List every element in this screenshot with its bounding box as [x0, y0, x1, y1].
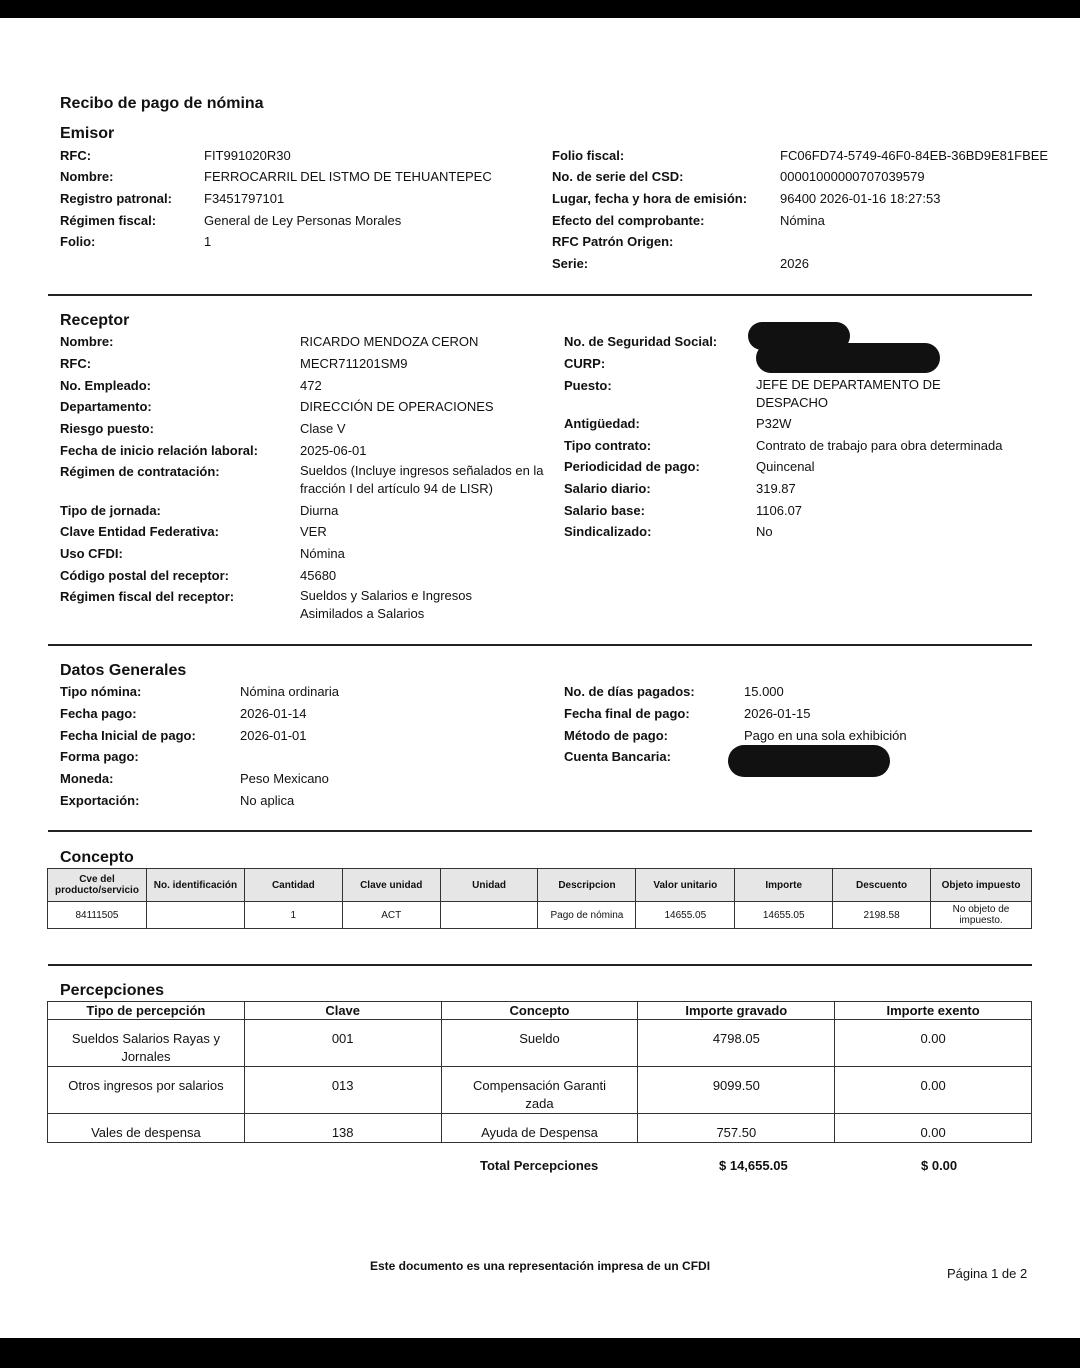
receptor-salario-base-label: Salario base:	[564, 503, 645, 518]
receptor-fecha-inicio-label: Fecha de inicio relación laboral:	[60, 443, 258, 458]
emisor-rfc-label: RFC:	[60, 148, 92, 163]
datos-cuenta-bancaria-label: Cuenta Bancaria:	[564, 749, 671, 764]
datos-tipo-nomina-label: Tipo nómina:	[60, 684, 142, 699]
percepcion-cell: Ayuda de Despensa	[441, 1114, 638, 1143]
percepcion-cell: 4798.05	[638, 1020, 835, 1067]
datos-fecha-inicial-value: 2026-01-01	[240, 728, 307, 743]
emisor-section-title: Emisor	[60, 125, 115, 142]
concepto-cell: Pago de nómina	[538, 902, 636, 929]
percepcion-cell: Sueldos Salarios Rayas y Jornales	[48, 1020, 245, 1067]
receptor-entidad-label: Clave Entidad Federativa:	[60, 524, 219, 539]
receptor-empleado-label: No. Empleado:	[60, 378, 152, 393]
receptor-nss-label: No. de Seguridad Social:	[564, 334, 718, 349]
receptor-departamento-value: DIRECCIÓN DE OPERACIONES	[300, 399, 494, 414]
receptor-uso-cfdi-value: Nómina	[300, 546, 345, 561]
percepcion-cell: Compensación Garanti zada	[441, 1067, 638, 1114]
percepciones-table	[47, 1001, 1032, 1143]
datos-section-title: Datos Generales	[60, 662, 187, 679]
redaction-mark	[756, 343, 940, 373]
percepcion-cell: 0.00	[835, 1067, 1032, 1114]
receptor-salario-diario-label: Salario diario:	[564, 481, 651, 496]
concepto-col-cantidad: Cantidad	[244, 869, 342, 902]
concepto-cell: 2198.58	[833, 902, 931, 929]
concepto-col-no-identificacion: No. identificación	[146, 869, 244, 902]
concepto-cell	[146, 902, 244, 929]
emisor-folio-label: Folio:	[60, 234, 96, 249]
receptor-regimen-fiscal-value: Sueldos y Salarios e Ingresos Asimilados a Salarios	[300, 588, 472, 621]
percepciones-col-gravado: Importe gravado	[638, 1002, 835, 1020]
datos-forma-pago-label: Forma pago:	[60, 749, 139, 764]
emisor-rfc-value: FIT991020R30	[204, 148, 291, 163]
receptor-section-title: Receptor	[60, 312, 130, 329]
divider	[48, 644, 1032, 646]
emisor-lugar-value: 96400 2026-01-16 18:27:53	[780, 191, 941, 206]
receptor-curp-label: CURP:	[564, 356, 606, 371]
receptor-nombre-value: RICARDO MENDOZA CERON	[300, 334, 479, 349]
emisor-csd-value: 00001000000707039579	[780, 169, 925, 184]
concepto-section-title: Concepto	[60, 849, 134, 866]
percepcion-cell: 0.00	[835, 1114, 1032, 1143]
receptor-salario-base-value: 1106.07	[756, 503, 803, 518]
receptor-entidad-value: VER	[300, 524, 327, 539]
total-percepciones-label: Total Percepciones	[480, 1158, 599, 1173]
divider	[48, 830, 1032, 832]
receptor-tipo-contrato-value: Contrato de trabajo para obra determinada	[756, 438, 1003, 453]
concepto-cell: ACT	[342, 902, 440, 929]
receptor-periodicidad-label: Periodicidad de pago:	[564, 459, 700, 474]
receptor-regimen-contratacion-value: Sueldos (Incluye ingresos señalados en la fracción I del artículo 94 de LISR)	[300, 463, 544, 496]
emisor-rfc-patron-label: RFC Patrón Origen:	[552, 234, 674, 249]
concepto-table	[47, 868, 1032, 929]
datos-fecha-inicial-label: Fecha Inicial de pago:	[60, 728, 196, 743]
concepto-cell: 1	[244, 902, 342, 929]
emisor-lugar-label: Lugar, fecha y hora de emisión:	[552, 191, 748, 206]
concepto-cell: 14655.05	[636, 902, 735, 929]
total-exento-value: $ 0.00	[921, 1158, 958, 1173]
concepto-header-row	[48, 869, 1032, 902]
emisor-regimen-label: Régimen fiscal:	[60, 213, 157, 228]
receptor-jornada-label: Tipo de jornada:	[60, 503, 161, 518]
receptor-rfc-label: RFC:	[60, 356, 92, 371]
receptor-regimen-contratacion-label: Régimen de contratación:	[60, 464, 220, 479]
percepcion-cell: 001	[244, 1020, 441, 1067]
percepciones-col-exento: Importe exento	[835, 1002, 1032, 1020]
emisor-regimen-value: General de Ley Personas Morales	[204, 213, 402, 228]
datos-metodo-pago-label: Método de pago:	[564, 728, 668, 743]
percepcion-cell: Vales de despensa	[48, 1114, 245, 1143]
divider	[48, 294, 1032, 296]
concepto-col-clave-unidad: Clave unidad	[342, 869, 440, 902]
receptor-sindicalizado-label: Sindicalizado:	[564, 524, 652, 539]
datos-fecha-final-label: Fecha final de pago:	[564, 706, 690, 721]
table-row	[48, 1067, 1032, 1114]
emisor-registro-label: Registro patronal:	[60, 191, 172, 206]
concepto-cell: 14655.05	[735, 902, 833, 929]
emisor-serie-label: Serie:	[552, 256, 589, 271]
percepciones-col-concepto: Concepto	[441, 1002, 638, 1020]
percepciones-header-row	[48, 1002, 1032, 1020]
datos-exportacion-value: No aplica	[240, 793, 295, 808]
emisor-folio-fiscal-label: Folio fiscal:	[552, 148, 625, 163]
emisor-efecto-value: Nómina	[780, 213, 825, 228]
receptor-empleado-value: 472	[300, 378, 322, 393]
datos-dias-pagados-value: 15.000	[744, 684, 784, 699]
emisor-csd-label: No. de serie del CSD:	[552, 169, 684, 184]
receptor-puesto-value: JEFE DE DEPARTAMENTO DE DESPACHO	[756, 377, 941, 410]
receptor-puesto-label: Puesto:	[564, 378, 612, 393]
datos-fecha-pago-value: 2026-01-14	[240, 706, 307, 721]
receptor-cp-value: 45680	[300, 568, 337, 583]
concepto-col-unidad: Unidad	[440, 869, 538, 902]
datos-moneda-value: Peso Mexicano	[240, 771, 329, 786]
percepcion-cell: 013	[244, 1067, 441, 1114]
concepto-cell: No objeto de impuesto.	[931, 902, 1032, 929]
receptor-fecha-inicio-value: 2025-06-01	[300, 443, 367, 458]
emisor-registro-value: F3451797101	[204, 191, 285, 206]
percepcion-cell: 138	[244, 1114, 441, 1143]
document-title: Recibo de pago de nómina	[60, 95, 264, 112]
receptor-departamento-label: Departamento:	[60, 399, 152, 414]
concepto-col-descripcion: Descripcion	[538, 869, 636, 902]
receptor-riesgo-value: Clase V	[300, 421, 346, 436]
emisor-nombre-value: FERROCARRIL DEL ISTMO DE TEHUANTEPEC	[204, 169, 492, 184]
receptor-salario-diario-value: 319.87	[756, 481, 796, 496]
receptor-antiguedad-label: Antigüedad:	[564, 416, 640, 431]
emisor-efecto-label: Efecto del comprobante:	[552, 213, 705, 228]
concepto-col-importe: Importe	[735, 869, 833, 902]
receptor-antiguedad-value: P32W	[756, 416, 792, 431]
emisor-nombre-label: Nombre:	[60, 169, 114, 184]
bottom-border	[0, 1338, 1080, 1368]
emisor-folio-fiscal-value: FC06FD74-5749-46F0-84EB-36BD9E81FBEE	[780, 148, 1049, 163]
percepciones-col-tipo: Tipo de percepción	[48, 1002, 245, 1020]
table-row	[48, 1020, 1032, 1067]
receptor-jornada-value: Diurna	[300, 503, 339, 518]
percepcion-cell: 9099.50	[638, 1067, 835, 1114]
datos-metodo-pago-value: Pago en una sola exhibición	[744, 728, 907, 743]
receptor-riesgo-label: Riesgo puesto:	[60, 421, 154, 436]
redaction-mark	[728, 745, 890, 777]
cfdi-footer-note: Este documento es una representación impresa de un CFDI	[369, 1259, 711, 1273]
concepto-col-valor-unitario: Valor unitario	[636, 869, 735, 902]
total-gravado-value: $ 14,655.05	[719, 1158, 788, 1173]
receptor-periodicidad-value: Quincenal	[756, 459, 815, 474]
concepto-col-objeto-impuesto: Objeto impuesto	[931, 869, 1032, 902]
percepcion-cell: Otros ingresos por salarios	[48, 1067, 245, 1114]
receptor-rfc-value: MECR711201SM9	[300, 356, 408, 371]
table-row	[48, 1114, 1032, 1143]
receptor-cp-label: Código postal del receptor:	[60, 568, 230, 583]
receptor-tipo-contrato-label: Tipo contrato:	[564, 438, 652, 453]
receptor-regimen-fiscal-label: Régimen fiscal del receptor:	[60, 589, 235, 604]
concepto-cell	[440, 902, 538, 929]
emisor-folio-value: 1	[204, 234, 212, 249]
receptor-nombre-label: Nombre:	[60, 334, 114, 349]
datos-dias-pagados-label: No. de días pagados:	[564, 684, 695, 699]
datos-tipo-nomina-value: Nómina ordinaria	[240, 684, 339, 699]
percepcion-cell: 0.00	[835, 1020, 1032, 1067]
concepto-cell: 84111505	[48, 902, 147, 929]
receptor-sindicalizado-value: No	[756, 524, 773, 539]
page-number: Página 1 de 2	[947, 1266, 1028, 1281]
top-border	[0, 0, 1080, 18]
datos-fecha-final-value: 2026-01-15	[744, 706, 811, 721]
datos-fecha-pago-label: Fecha pago:	[60, 706, 137, 721]
concepto-col-cve: Cve del producto/servicio	[48, 869, 147, 902]
table-row	[48, 902, 1032, 929]
percepciones-section-title: Percepciones	[60, 982, 165, 999]
emisor-serie-value: 2026	[780, 256, 809, 271]
receptor-uso-cfdi-label: Uso CFDI:	[60, 546, 123, 561]
concepto-col-descuento: Descuento	[833, 869, 931, 902]
divider	[48, 964, 1032, 966]
percepciones-col-clave: Clave	[244, 1002, 441, 1020]
percepcion-cell: 757.50	[638, 1114, 835, 1143]
percepcion-cell: Sueldo	[441, 1020, 638, 1067]
datos-moneda-label: Moneda:	[60, 771, 114, 786]
datos-exportacion-label: Exportación:	[60, 793, 140, 808]
